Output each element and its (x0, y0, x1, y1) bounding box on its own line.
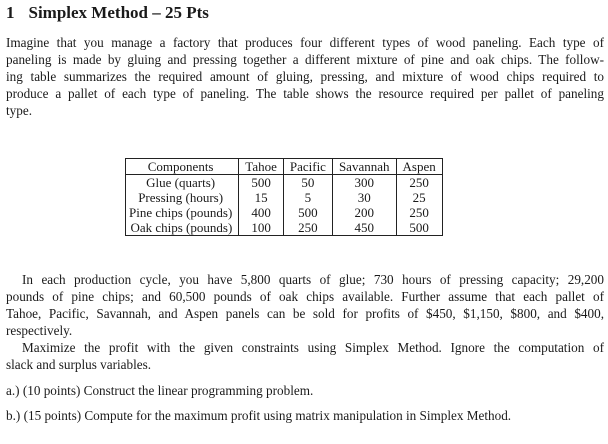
table-cell: 400 (239, 205, 284, 220)
table-cell: Pine chips (pounds) (126, 205, 239, 220)
intro-line: paneling is made by gluing and pressing together a different mixture of pine and oak chips. The follow- (6, 52, 604, 67)
question-part-b: b.) (15 points) Compute for the maximum profit using matrix manipulation in Simplex Method. (6, 408, 512, 423)
table-header-cell: Savannah (332, 159, 396, 175)
table-cell: 500 (283, 205, 332, 220)
resource-table (125, 158, 443, 236)
cycle-line: In each production cycle, you have 5,800 quarts of glue; 730 hours of pressing capacity; 29,200 (22, 272, 604, 287)
table-cell: Oak chips (pounds) (126, 220, 239, 236)
intro-line: Imagine that you manage a factory that produces four different types of wood paneling. Each type of (6, 35, 604, 50)
table-header-cell: Components (126, 159, 239, 175)
question-part-a: a.) (10 points) Construct the linear programming problem. (6, 383, 314, 398)
cycle-line: Tahoe, Pacific, Savannah, and Aspen panels can be sold for profits of $450, $1,150, $800, and $400, (6, 306, 604, 321)
table-header-row (126, 159, 443, 175)
cycle-paragraph (6, 271, 604, 373)
table-cell: 450 (332, 220, 396, 236)
table-row (126, 205, 443, 220)
intro-line: ing table summarizes the required amount of gluing, pressing, and mixture of wood chips required to (6, 69, 604, 84)
table-row (126, 190, 443, 205)
table-row (126, 175, 443, 191)
intro-line: type. (6, 103, 33, 118)
cycle-line: slack and surplus variables. (6, 357, 152, 372)
intro-paragraph (6, 34, 604, 119)
table-header-cell: Pacific (283, 159, 332, 175)
table-cell: Pressing (hours) (126, 190, 239, 205)
table-cell: 50 (283, 175, 332, 191)
table-cell: 250 (283, 220, 332, 236)
table-cell: 300 (332, 175, 396, 191)
section-number: 1 (6, 3, 15, 22)
cycle-line: respectively. (6, 323, 73, 338)
table-cell: 250 (396, 175, 442, 191)
table-cell: 250 (396, 205, 442, 220)
table-cell: 30 (332, 190, 396, 205)
table-cell: 500 (396, 220, 442, 236)
section-title: Simplex Method – 25 Pts (28, 3, 209, 22)
cycle-line: Maximize the profit with the given constraints using Simplex Method. Ignore the computation of (22, 340, 604, 355)
table-header-cell: Tahoe (239, 159, 284, 175)
table-cell: Glue (quarts) (126, 175, 239, 191)
table-cell: 25 (396, 190, 442, 205)
table-cell: 500 (239, 175, 284, 191)
table-header-cell: Aspen (396, 159, 442, 175)
section-heading (6, 3, 209, 23)
intro-line: produce a pallet of each type of paneling. The table shows the resource required per pallet of paneling (6, 86, 604, 101)
table-row (126, 220, 443, 236)
table-cell: 200 (332, 205, 396, 220)
cycle-line: pounds of pine chips; and 60,500 pounds of oak chips available. Further assume that each pallet of (6, 289, 604, 304)
table-cell: 100 (239, 220, 284, 236)
table-cell: 15 (239, 190, 284, 205)
table-cell: 5 (283, 190, 332, 205)
